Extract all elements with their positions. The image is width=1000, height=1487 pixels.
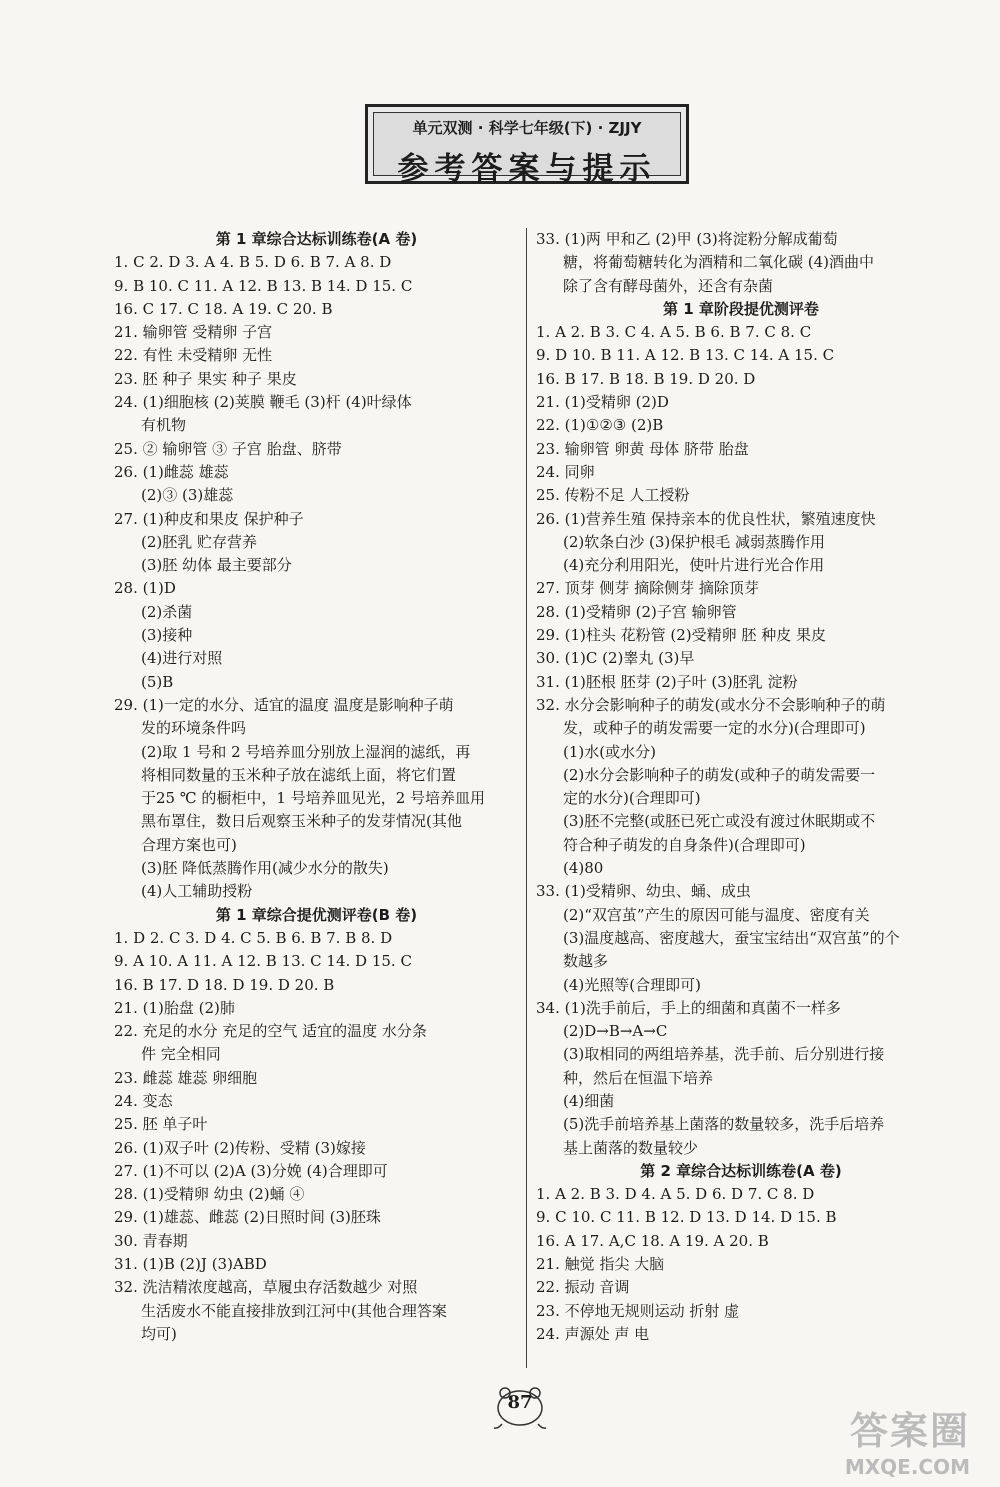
answer-line: 发，或种子的萌发需要一定的水分)(合理即可) bbox=[563, 719, 866, 738]
answer-line: 25. 胚 单子叶 bbox=[114, 1115, 208, 1134]
answer-line: 30. (1)C (2)睾丸 (3)早 bbox=[536, 649, 695, 668]
answer-line: (5)洗手前培养基上菌落的数量较多，洗手后培养 bbox=[563, 1115, 885, 1134]
section-heading: 第 2 章综合达标训练卷(A 卷) bbox=[640, 1161, 842, 1180]
answer-line: (3)胚 幼体 最主要部分 bbox=[141, 556, 292, 575]
answer-line: (4)充分利用阳光，使叶片进行光合作用 bbox=[563, 556, 825, 575]
section-heading: 第 1 章综合达标训练卷(A 卷) bbox=[215, 230, 418, 248]
answer-line: 16. B 17. B 18. B 19. D 20. D bbox=[536, 369, 756, 388]
answer-line: 黑布罩住，数日后观察玉米种子的发芽情况(其他 bbox=[141, 812, 462, 831]
answer-line: (4)80 bbox=[563, 859, 604, 878]
answer-line: 29. (1)柱头 花粉管 (2)受精卵 胚 种皮 果皮 bbox=[536, 626, 826, 645]
page-title: 参考答案与提示 bbox=[397, 151, 657, 187]
answer-line: 1. C 2. D 3. A 4. B 5. D 6. B 7. A 8. D bbox=[114, 253, 392, 272]
answer-line: (2)水分会影响种子的萌发(或种子的萌发需要一 bbox=[563, 765, 876, 784]
title-banner-inner bbox=[373, 112, 681, 187]
answer-line: 21. (1)受精卵 (2)D bbox=[536, 393, 669, 412]
answer-line: 27. 顶芽 侧芽 摘除侧芽 摘除顶芽 bbox=[536, 579, 759, 598]
answer-line: (3)胚不完整(或胚已死亡或没有渡过休眠期或不 bbox=[563, 812, 876, 831]
answer-line: 24. 变态 bbox=[114, 1091, 173, 1110]
answer-line: 件 完全相同 bbox=[141, 1045, 221, 1064]
answer-line: 22. 振动 音调 bbox=[536, 1278, 630, 1297]
answer-line: 种，然后在恒温下培养 bbox=[563, 1068, 714, 1087]
answer-line: (4)进行对照 bbox=[141, 649, 223, 668]
answer-line: 23. 胚 种子 果实 种子 果皮 bbox=[114, 369, 297, 388]
watermark-url: MXQE.COM bbox=[844, 1455, 970, 1479]
answer-line: (2)D→B→A→C bbox=[563, 1022, 668, 1041]
answer-line: 30. 青春期 bbox=[114, 1231, 188, 1250]
answer-line: 9. A 10. A 11. A 12. B 13. C 14. D 15. C bbox=[114, 952, 412, 971]
answer-line: 27. (1)种皮和果皮 保护种子 bbox=[114, 509, 304, 528]
answer-line: 于25 ℃ 的橱柜中，1 号培养皿见光，2 号培养皿用 bbox=[141, 789, 486, 808]
answer-line: 有机物 bbox=[141, 416, 187, 435]
page-number: 87 bbox=[507, 1392, 533, 1413]
answer-line: 23. 输卵管 卵黄 母体 脐带 胎盘 bbox=[536, 439, 749, 458]
answer-line: (2)“双宫茧”产生的原因可能与温度、密度有关 bbox=[563, 905, 870, 924]
answer-line: 21. 触觉 指尖 大脑 bbox=[536, 1255, 665, 1274]
answer-line: 34. (1)洗手前后，手上的细菌和真菌不一样多 bbox=[536, 998, 841, 1017]
answer-line: 24. (1)细胞核 (2)荚膜 鞭毛 (3)杆 (4)叶绿体 bbox=[114, 393, 412, 412]
answer-line: 28. (1)D bbox=[114, 579, 176, 598]
answer-line: 合理方案也可) bbox=[141, 835, 237, 854]
answer-line: 24. 声源处 声 电 bbox=[536, 1324, 650, 1343]
answer-line: 9. B 10. C 11. A 12. B 13. B 14. D 15. C bbox=[114, 276, 413, 295]
site-watermark bbox=[845, 1400, 970, 1479]
section-heading: 第 1 章综合提优测评卷(B 卷) bbox=[215, 905, 418, 924]
answer-line: (3)胚 降低蒸腾作用(减少水分的散失) bbox=[141, 859, 389, 878]
left-answer-column bbox=[114, 228, 519, 1346]
answer-line: 21. (1)胎盘 (2)肺 bbox=[114, 998, 235, 1017]
answer-line: 26. (1)营养生殖 保持亲本的优良性状，繁殖速度快 bbox=[536, 509, 876, 528]
answer-line: 22. 有性 未受精卵 无性 bbox=[114, 346, 273, 365]
answer-line: 28. (1)受精卵 幼虫 (2)蛹 ④ bbox=[114, 1185, 305, 1204]
answer-line: (2)软条白沙 (3)保护根毛 减弱蒸腾作用 bbox=[563, 532, 826, 551]
answer-line: 糖，将葡萄糖转化为酒精和二氧化碳 (4)酒曲中 bbox=[563, 253, 875, 272]
answer-line: (4)光照等(合理即可) bbox=[563, 975, 701, 994]
answer-line: 符合种子萌发的自身条件)(合理即可) bbox=[563, 835, 806, 854]
answer-line: 数越多 bbox=[563, 952, 609, 971]
answer-line: 32. 水分会影响种子的萌发(或水分不会影响种子的萌 bbox=[536, 695, 886, 714]
answer-line: 33. (1)受精卵、幼虫、蛹、成虫 bbox=[536, 882, 751, 901]
answer-line: (4)细菌 bbox=[563, 1091, 615, 1110]
answer-line: 31. (1)B (2)J (3)ABD bbox=[114, 1255, 267, 1274]
answer-line: 27. (1)不可以 (2)A (3)分娩 (4)合理即可 bbox=[114, 1161, 388, 1180]
answer-line: 22. 充足的水分 充足的空气 适宜的温度 水分条 bbox=[114, 1022, 427, 1041]
answer-line: 33. (1)两 甲和乙 (2)甲 (3)将淀粉分解成葡萄 bbox=[536, 230, 838, 248]
column-divider bbox=[526, 228, 527, 1368]
answer-line: 16. C 17. C 18. A 19. C 20. B bbox=[114, 299, 333, 318]
answer-line: 23. 雌蕊 雄蕊 卵细胞 bbox=[114, 1068, 258, 1087]
right-answer-column bbox=[536, 228, 946, 1346]
answer-line: 24. 同卵 bbox=[536, 462, 595, 481]
answer-line: 29. (1)一定的水分、适宜的温度 温度是影响种子萌 bbox=[114, 695, 454, 714]
answer-line: 1. D 2. C 3. D 4. C 5. B 6. B 7. B 8. D bbox=[114, 928, 393, 947]
answer-line: 23. 不停地无规则运动 折射 虚 bbox=[536, 1301, 740, 1320]
answer-line: (1)水(或水分) bbox=[563, 742, 656, 761]
answer-line: 25. 传粉不足 人工授粉 bbox=[536, 486, 690, 505]
answer-line: 26. (1)双子叶 (2)传粉、受精 (3)嫁接 bbox=[114, 1138, 366, 1157]
answer-line: 21. 输卵管 受精卵 子宫 bbox=[114, 323, 273, 342]
answer-line: 16. B 17. D 18. D 19. D 20. B bbox=[114, 975, 335, 994]
answer-line: (2)③ (3)雄蕊 bbox=[141, 486, 234, 505]
answer-line: 将相同数量的玉米种子放在滤纸上面，将它们置 bbox=[141, 765, 457, 784]
answer-line: (3)温度越高、密度越大，蚕宝宝结出“双宫茧”的个 bbox=[563, 928, 900, 947]
answer-line: 9. C 10. C 11. B 12. D 13. D 14. D 15. B bbox=[536, 1208, 837, 1227]
answer-line: 均可) bbox=[141, 1324, 177, 1343]
answer-line: 生活废水不能直接排放到江河中(其他合理答案 bbox=[141, 1301, 447, 1320]
section-heading: 第 1 章阶段提优测评卷 bbox=[663, 299, 819, 318]
answer-line: 25. ② 输卵管 ③ 子宫 胎盘、脐带 bbox=[114, 439, 342, 458]
answer-line: 定的水分)(合理即可) bbox=[563, 789, 701, 808]
answer-line: 9. D 10. B 11. A 12. B 13. C 14. A 15. C bbox=[536, 346, 835, 365]
page-number-badge bbox=[492, 1384, 548, 1430]
answer-line: 26. (1)雌蕊 雄蕊 bbox=[114, 462, 229, 481]
answer-line: (3)接种 bbox=[141, 626, 193, 645]
answer-line: (3)取相同的两组培养基，洗手前、后分别进行接 bbox=[563, 1045, 885, 1064]
answer-line: 1. A 2. B 3. C 4. A 5. B 6. B 7. C 8. C bbox=[536, 323, 812, 342]
answer-line: 1. A 2. B 3. D 4. A 5. D 6. D 7. C 8. D bbox=[536, 1185, 815, 1204]
answer-line: 除了含有酵母菌外，还含有杂菌 bbox=[563, 276, 774, 295]
answer-line: 16. A 17. A,C 18. A 19. A 20. B bbox=[536, 1231, 769, 1250]
answer-line: 28. (1)受精卵 (2)子宫 输卵管 bbox=[536, 602, 737, 621]
book-subtitle: 单元双测 · 科学七年级(下) · ZJJY bbox=[412, 119, 642, 137]
answer-line: 29. (1)雄蕊、雌蕊 (2)日照时间 (3)胚珠 bbox=[114, 1208, 381, 1227]
watermark-logo-text: 答案圈 bbox=[849, 1409, 970, 1453]
answer-line: (2)胚乳 贮存营养 bbox=[141, 532, 258, 551]
title-banner bbox=[365, 104, 689, 187]
answer-line: 发的环境条件吗 bbox=[141, 719, 247, 738]
answer-line: 32. 洗洁精浓度越高，草履虫存活数越少 对照 bbox=[114, 1278, 418, 1297]
answer-line: (2)杀菌 bbox=[141, 602, 193, 621]
answer-line: (2)取 1 号和 2 号培养皿分别放上湿润的滤纸，再 bbox=[141, 742, 471, 761]
answer-line: (4)人工辅助授粉 bbox=[141, 882, 253, 901]
answer-line: 基上菌落的数量较少 bbox=[563, 1138, 699, 1157]
answer-line: 31. (1)胚根 胚芽 (2)子叶 (3)胚乳 淀粉 bbox=[536, 672, 798, 691]
answer-line: (5)B bbox=[141, 672, 174, 691]
answer-line: 22. (1)①②③ (2)B bbox=[536, 416, 664, 435]
